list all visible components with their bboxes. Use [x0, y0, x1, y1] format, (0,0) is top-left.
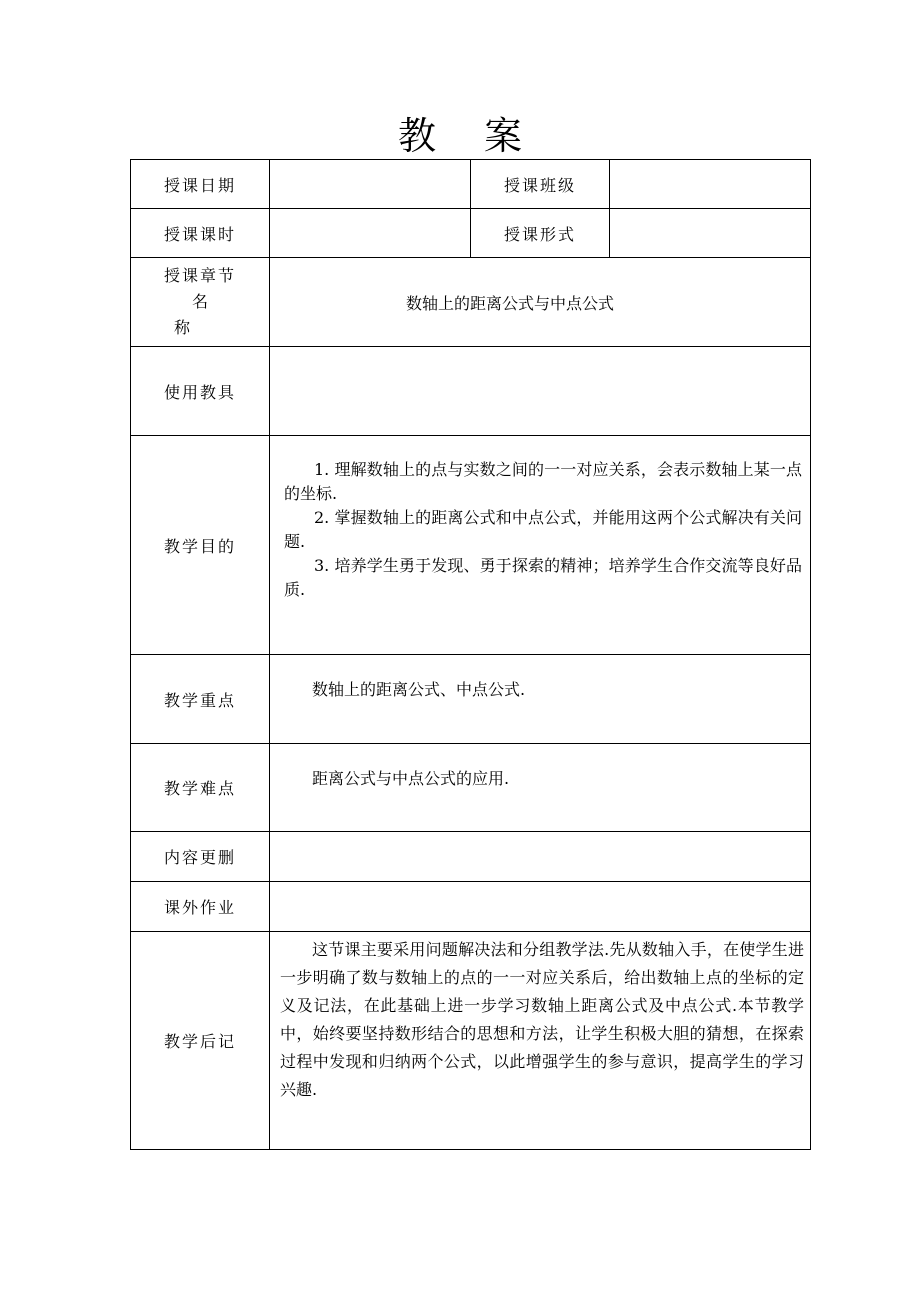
goal-item: 2. 掌握数轴上的距离公式和中点公式，并能用这两个公式解决有关问题. — [284, 508, 802, 551]
value-key-points: 数轴上的距离公式、中点公式. — [270, 655, 811, 744]
row-chapter — [131, 258, 811, 347]
lesson-plan-table — [130, 159, 811, 1150]
row-key-points — [131, 655, 811, 744]
label-homework: 课外作业 — [131, 882, 270, 932]
document-title: 教 案 — [397, 114, 541, 158]
value-date[interactable] — [270, 160, 471, 209]
label-changes: 内容更删 — [131, 832, 270, 882]
value-hours[interactable] — [270, 209, 471, 258]
label-difficulty: 教学难点 — [131, 744, 270, 832]
value-homework[interactable] — [270, 882, 811, 932]
label-goals: 教学目的 — [131, 436, 270, 655]
label-chapter-line1: 授课章节 — [163, 266, 236, 285]
row-difficulty — [131, 744, 811, 832]
row-hours-form — [131, 209, 811, 258]
value-goals — [270, 436, 811, 655]
goal-item: 3. 培养学生勇于发现、勇于探索的精神；培养学生合作交流等良好品质. — [284, 556, 802, 599]
label-notes: 教学后记 — [131, 932, 270, 1150]
label-class: 授课班级 — [471, 160, 610, 209]
row-date-class — [131, 160, 811, 209]
label-form: 授课形式 — [471, 209, 610, 258]
value-class[interactable] — [610, 160, 811, 209]
value-form[interactable] — [610, 209, 811, 258]
label-chapter — [131, 258, 270, 347]
label-tools: 使用教具 — [131, 347, 270, 436]
label-date: 授课日期 — [131, 160, 270, 209]
row-homework — [131, 882, 811, 932]
label-chapter-line2: 名称 — [173, 292, 244, 337]
label-hours: 授课课时 — [131, 209, 270, 258]
value-changes[interactable] — [270, 832, 811, 882]
value-tools[interactable] — [270, 347, 811, 436]
row-tools — [131, 347, 811, 436]
label-key-points: 教学重点 — [131, 655, 270, 744]
notes-text: 这节课主要采用问题解决法和分组教学法.先从数轴入手，在使学生进一步明确了数与数轴上的点的一一对应关系后，给出数轴上点的坐标的定义及记法，在此基础上进一步学习数轴上距离公式及中点公式.本节教学中，始终要坚持数形结合的思想和方法，让学生积极大胆的猜想，在探索过程中发现和归纳两个公式，以此增强学生的参与意识，提高学生的学习兴趣. — [280, 940, 804, 1099]
chapter-name: 数轴上的距离公式与中点公式 — [270, 258, 811, 347]
goal-item: 1. 理解数轴上的点与实数之间的一一对应关系，会表示数轴上某一点的坐标. — [284, 460, 802, 503]
value-difficulty: 距离公式与中点公式的应用. — [270, 744, 811, 832]
value-notes — [270, 932, 811, 1150]
row-changes — [131, 832, 811, 882]
row-notes — [131, 932, 811, 1150]
row-goals — [131, 436, 811, 655]
